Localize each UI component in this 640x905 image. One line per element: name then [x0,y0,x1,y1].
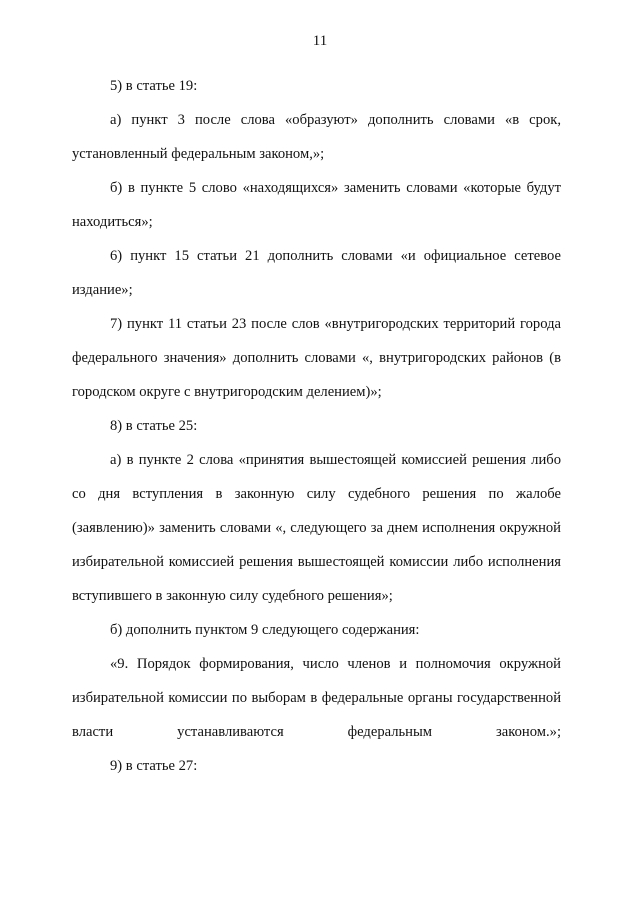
paragraph-25-b: б) дополнить пунктом 9 следующего содержания: [110,622,420,638]
paragraph-article-21: 6) пункт 15 статьи 21 дополнить словами «и официальное сетевое издание»; [72,248,561,298]
paragraph-19-b: б) в пункте 5 слово «находящихся» заменить словами «которые будут находиться»; [72,180,561,230]
document-body [72,69,561,783]
paragraph-19-a: а) пункт 3 после слова «образуют» дополнить словами «в срок, установленный федеральным законом,»; [72,112,561,162]
paragraph-25-a: а) в пункте 2 слова «принятия вышестоящей комиссией решения либо со дня вступления в законную силу судебного решения по жалобе (заявлению)» заменить словами «, следующего за днем исполнения окружной избирательной комиссией решения вышестоящей комиссии либо исполнения вступившего в законную силу судебного решения»; [72,452,561,604]
paragraph-article-27: 9) в статье 27: [110,758,198,774]
page-number: 11 [312,33,328,49]
paragraph-article-25: 8) в статье 25: [110,418,198,434]
paragraph-article-23: 7) пункт 11 статьи 23 после слов «внутригородских территорий города федерального значения» дополнить словами «, внутригородских районов (в городском округе с внутригородским делением)»; [72,316,561,400]
paragraph-article-19: 5) в статье 19: [110,78,198,94]
paragraph-25-point-9: «9. Порядок формирования, число членов и полномочия окружной избирательной комиссии по выборам в федеральные органы государственной власти устанавливаются федеральным законом.»; [72,656,561,740]
